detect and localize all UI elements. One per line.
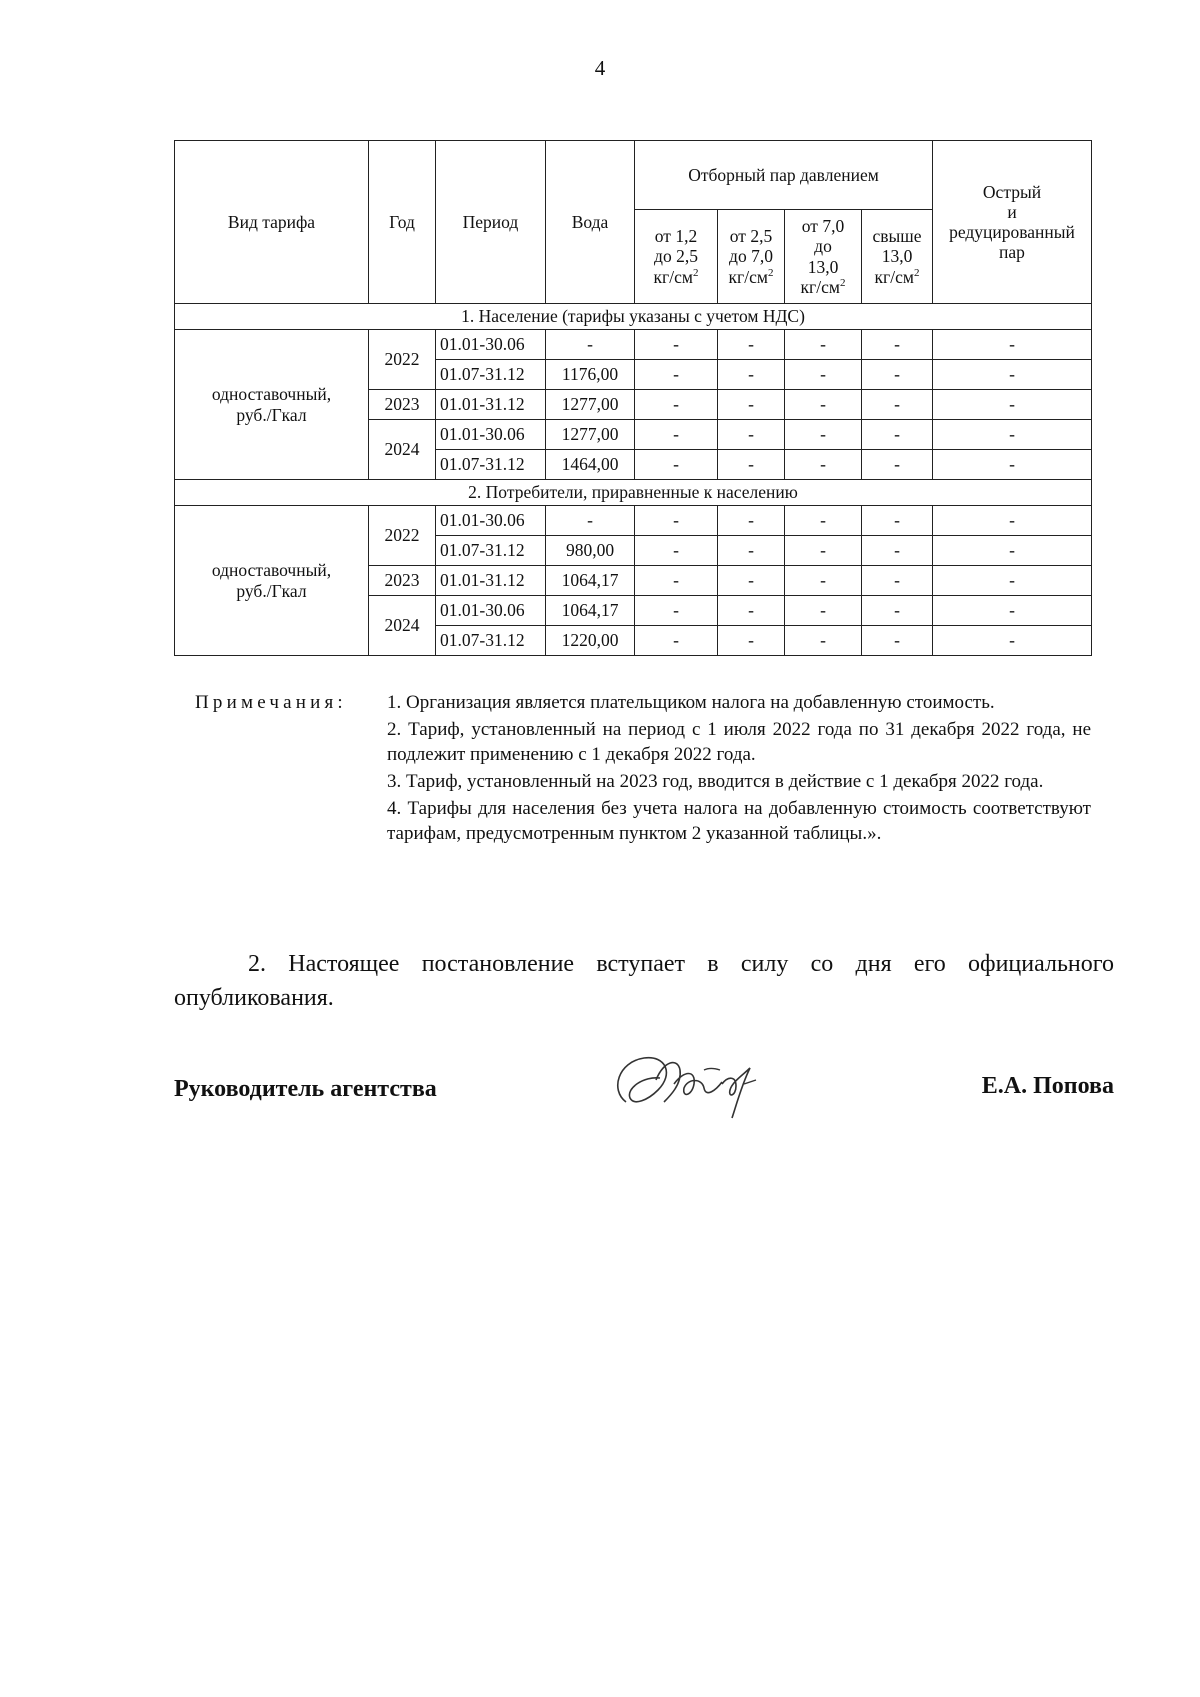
header-year: Год — [369, 141, 436, 304]
water-cell: 1176,00 — [546, 360, 635, 390]
header-period: Период — [436, 141, 546, 304]
value-cell: - — [933, 626, 1092, 656]
header-steam-4-unit: кг/см — [874, 266, 914, 287]
handwritten-signature — [604, 1040, 784, 1130]
tariff-type-line2: руб./Гкал — [236, 404, 307, 425]
value-cell: - — [635, 566, 718, 596]
header-sharp-steam-line3: редуцированный — [949, 222, 1075, 242]
value-cell: - — [862, 506, 933, 536]
header-water: Вода — [546, 141, 635, 304]
tariff-type-cell — [175, 506, 369, 656]
header-steam-1-unit: кг/см — [653, 266, 693, 287]
header-sharp-steam — [933, 141, 1092, 304]
period-cell: 01.01-30.06 — [436, 330, 546, 360]
value-cell: - — [718, 506, 785, 536]
value-cell: - — [635, 330, 718, 360]
value-cell: - — [718, 626, 785, 656]
water-cell: 1464,00 — [546, 450, 635, 480]
header-steam-2-sup: 2 — [767, 266, 774, 279]
value-cell: - — [635, 390, 718, 420]
value-cell: - — [933, 360, 1092, 390]
period-cell: 01.01-30.06 — [436, 596, 546, 626]
section-title: 1. Население (тарифы указаны с учетом НДС) — [175, 304, 1092, 330]
value-cell: - — [718, 330, 785, 360]
header-steam-group: Отборный пар давлением — [635, 141, 933, 210]
value-cell: - — [635, 360, 718, 390]
header-steam-4-line2: 13,0 — [881, 246, 913, 267]
note-item: 4. Тарифы для населения без учета налога на добавленную стоимость соответствуют тарифам, предусмотренным пунктом 2 указанной таблицы.». — [387, 798, 1091, 844]
value-cell: - — [635, 450, 718, 480]
note-item: 3. Тариф, установленный на 2023 год, вводится в действие с 1 декабря 2022 года. — [387, 771, 1044, 792]
value-cell: - — [862, 596, 933, 626]
year-cell: 2024 — [369, 596, 436, 656]
value-cell: - — [718, 566, 785, 596]
value-cell: - — [785, 566, 862, 596]
period-cell: 01.01-30.06 — [436, 506, 546, 536]
header-steam-3-line1: от 7,0 — [801, 216, 845, 237]
note-item: 2. Тариф, установленный на период с 1 июля 2022 года по 31 декабря 2022 года, не подлежит применению с 1 декабря 2022 года. — [387, 719, 1091, 765]
year-cell: 2022 — [369, 330, 436, 390]
header-steam-1-line1: от 1,2 — [654, 226, 698, 247]
value-cell: - — [862, 566, 933, 596]
table-row — [175, 330, 1092, 360]
header-tariff-type: Вид тарифа — [175, 141, 369, 304]
page-number: 4 — [594, 56, 606, 80]
value-cell: - — [933, 506, 1092, 536]
water-cell: 1064,17 — [546, 596, 635, 626]
value-cell: - — [933, 536, 1092, 566]
header-steam-3-unit: кг/см — [800, 276, 840, 297]
period-cell: 01.07-31.12 — [436, 536, 546, 566]
header-steam-2-line2: до 7,0 — [729, 246, 773, 267]
value-cell: - — [785, 330, 862, 360]
value-cell: - — [718, 596, 785, 626]
header-steam-3 — [785, 210, 862, 304]
value-cell: - — [635, 596, 718, 626]
year-cell: 2022 — [369, 506, 436, 566]
value-cell: - — [862, 536, 933, 566]
value-cell: - — [718, 390, 785, 420]
signature-block — [174, 1040, 1114, 1140]
notes-list — [387, 690, 1091, 848]
header-steam-1 — [635, 210, 718, 304]
header-sharp-steam-line1: Острый — [982, 181, 1042, 202]
header-steam-3-line2: до — [814, 236, 832, 257]
value-cell: - — [862, 420, 933, 450]
tariff-type-line2: руб./Гкал — [236, 580, 307, 601]
value-cell: - — [635, 420, 718, 450]
water-cell: 1277,00 — [546, 420, 635, 450]
tariff-type-line1: одноставочный, — [211, 384, 332, 405]
value-cell: - — [718, 360, 785, 390]
note-item: 1. Организация является плательщиком налога на добавленную стоимость. — [387, 692, 995, 713]
period-cell: 01.01-31.12 — [436, 390, 546, 420]
header-steam-2-unit: кг/см — [728, 266, 768, 287]
value-cell: - — [933, 596, 1092, 626]
value-cell: - — [933, 390, 1092, 420]
value-cell: - — [862, 360, 933, 390]
tariff-type-line1: одноставочный, — [211, 560, 332, 581]
water-cell: 980,00 — [546, 536, 635, 566]
value-cell: - — [933, 330, 1092, 360]
year-cell: 2023 — [369, 390, 436, 420]
period-cell: 01.07-31.12 — [436, 626, 546, 656]
value-cell: - — [718, 450, 785, 480]
header-steam-3-sup: 2 — [839, 276, 846, 289]
header-sharp-steam-line2: и — [1007, 201, 1017, 222]
value-cell: - — [635, 536, 718, 566]
water-cell: 1064,17 — [546, 566, 635, 596]
value-cell: - — [933, 420, 1092, 450]
water-cell: - — [546, 506, 635, 536]
header-steam-1-line2: до 2,5 — [654, 246, 698, 267]
value-cell: - — [862, 390, 933, 420]
section-title: 2. Потребители, приравненные к населению — [175, 480, 1092, 506]
water-cell: 1220,00 — [546, 626, 635, 656]
value-cell: - — [862, 626, 933, 656]
header-steam-4-line1: свыше — [872, 226, 922, 247]
period-cell: 01.07-31.12 — [436, 450, 546, 480]
value-cell: - — [862, 330, 933, 360]
value-cell: - — [785, 536, 862, 566]
signatory-title: Руководитель агентства — [174, 1076, 437, 1102]
value-cell: - — [635, 506, 718, 536]
value-cell: - — [785, 420, 862, 450]
header-steam-2-line1: от 2,5 — [729, 226, 773, 247]
value-cell: - — [785, 626, 862, 656]
period-cell: 01.01-30.06 — [436, 420, 546, 450]
water-cell: - — [546, 330, 635, 360]
value-cell: - — [785, 360, 862, 390]
header-steam-3-line3: 13,0 — [807, 256, 839, 277]
year-cell: 2024 — [369, 420, 436, 480]
header-steam-4 — [862, 210, 933, 304]
notes-label: Примечания: — [195, 692, 347, 713]
value-cell: - — [785, 596, 862, 626]
header-steam-4-sup: 2 — [913, 266, 920, 279]
table-row — [175, 506, 1092, 536]
value-cell: - — [785, 450, 862, 480]
header-steam-2 — [718, 210, 785, 304]
value-cell: - — [785, 390, 862, 420]
value-cell: - — [718, 536, 785, 566]
value-cell: - — [718, 420, 785, 450]
decree-paragraph: 2. Настоящее постановление вступает в силу со дня его официального опубликования. — [174, 951, 1114, 1011]
value-cell: - — [933, 566, 1092, 596]
period-cell: 01.01-31.12 — [436, 566, 546, 596]
tariff-type-cell — [175, 330, 369, 480]
year-cell: 2023 — [369, 566, 436, 596]
value-cell: - — [862, 450, 933, 480]
value-cell: - — [635, 626, 718, 656]
header-steam-1-sup: 2 — [692, 266, 699, 279]
value-cell: - — [785, 506, 862, 536]
period-cell: 01.07-31.12 — [436, 360, 546, 390]
header-sharp-steam-line4: пар — [999, 242, 1025, 263]
signatory-name: Е.А. Попова — [981, 1073, 1114, 1099]
tariff-table — [174, 140, 1092, 656]
value-cell: - — [933, 450, 1092, 480]
water-cell: 1277,00 — [546, 390, 635, 420]
